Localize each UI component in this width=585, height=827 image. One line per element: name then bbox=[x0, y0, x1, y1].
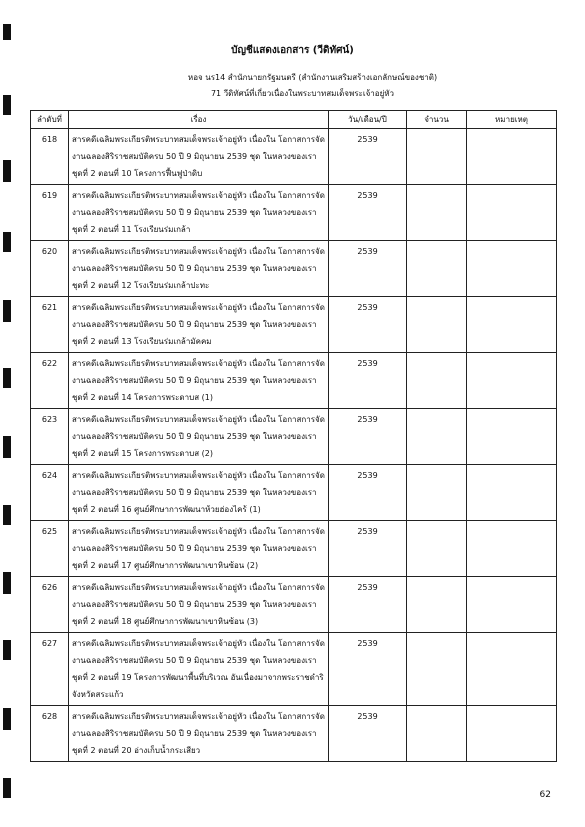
document-title: บัญชีแสดงเอกสาร (วีดิทัศน์) bbox=[231, 45, 354, 56]
table-row bbox=[31, 706, 557, 762]
row-number: 623 bbox=[31, 409, 69, 465]
row-description: สารคดีเฉลิมพระเกียรติพระบาทสมเด็จพระเจ้าอยู่หัว เนื่องใน โอกาสการจัดงานฉลองสิริราชสมบัติครบ 50 ปี 9 มิถุนายน 2539 ชุด ในหลวงของเรา ชุดที่ 2 ตอนที่ 12 โรงเรียนร่มเกล้าปะทะ bbox=[69, 241, 329, 297]
page-number: 62 bbox=[539, 790, 551, 800]
row-quantity bbox=[407, 129, 467, 185]
table-row bbox=[31, 409, 557, 465]
table-row bbox=[31, 633, 557, 706]
row-description: สารคดีเฉลิมพระเกียรติพระบาทสมเด็จพระเจ้าอยู่หัว เนื่องใน โอกาสการจัดงานฉลองสิริราชสมบัติครบ 50 ปี 9 มิถุนายน 2539 ชุด ในหลวงของเรา ชุดที่ 2 ตอนที่ 13 โรงเรียนร่มเกล้ามัคคม bbox=[69, 297, 329, 353]
binder-mark bbox=[3, 300, 11, 322]
column-header-date: วัน/เดือน/ปี bbox=[329, 111, 407, 129]
row-remarks bbox=[467, 706, 557, 762]
row-remarks bbox=[467, 633, 557, 706]
binder-mark bbox=[3, 160, 11, 182]
row-number: 627 bbox=[31, 633, 69, 706]
row-number: 622 bbox=[31, 353, 69, 409]
row-date: 2539 bbox=[329, 129, 407, 185]
row-quantity bbox=[407, 409, 467, 465]
row-description: สารคดีเฉลิมพระเกียรติพระบาทสมเด็จพระเจ้าอยู่หัว เนื่องใน โอกาสการจัดงานฉลองสิริราชสมบัติครบ 50 ปี 9 มิถุนายน 2539 ชุด ในหลวงของเรา ชุดที่ 2 ตอนที่ 16 ศูนย์ศึกษาการพัฒนาห้วยฮ่องไคร้ (1) bbox=[69, 465, 329, 521]
binder-mark bbox=[3, 708, 11, 730]
binder-mark bbox=[3, 572, 11, 594]
binder-mark bbox=[3, 778, 11, 798]
table-row bbox=[31, 353, 557, 409]
inventory-table bbox=[30, 110, 557, 762]
row-quantity bbox=[407, 185, 467, 241]
row-date: 2539 bbox=[329, 241, 407, 297]
row-remarks bbox=[467, 297, 557, 353]
table-row bbox=[31, 241, 557, 297]
row-number: 624 bbox=[31, 465, 69, 521]
binder-mark bbox=[3, 368, 11, 388]
binder-mark bbox=[3, 24, 11, 40]
row-remarks bbox=[467, 577, 557, 633]
series-title: 71 วีดิทัศน์ที่เกี่ยวเนื่องในพระบาทสมเด็จพระเจ้าอยู่หัว bbox=[210, 89, 395, 98]
row-date: 2539 bbox=[329, 409, 407, 465]
row-quantity bbox=[407, 353, 467, 409]
row-remarks bbox=[467, 409, 557, 465]
row-description: สารคดีเฉลิมพระเกียรติพระบาทสมเด็จพระเจ้าอยู่หัว เนื่องใน โอกาสการจัดงานฉลองสิริราชสมบัติครบ 50 ปี 9 มิถุนายน 2539 ชุด ในหลวงของเรา ชุดที่ 2 ตอนที่ 10 โครงการฟื้นฟูป่าดิบ bbox=[69, 129, 329, 185]
row-date: 2539 bbox=[329, 185, 407, 241]
table-row bbox=[31, 185, 557, 241]
row-number: 619 bbox=[31, 185, 69, 241]
row-number: 626 bbox=[31, 577, 69, 633]
row-description: สารคดีเฉลิมพระเกียรติพระบาทสมเด็จพระเจ้าอยู่หัว เนื่องใน โอกาสการจัดงานฉลองสิริราชสมบัติครบ 50 ปี 9 มิถุนายน 2539 ชุด ในหลวงของเรา ชุดที่ 2 ตอนที่ 15 โครงการพระดาบส (2) bbox=[69, 409, 329, 465]
row-quantity bbox=[407, 706, 467, 762]
row-description: สารคดีเฉลิมพระเกียรติพระบาทสมเด็จพระเจ้าอยู่หัว เนื่องใน โอกาสการจัดงานฉลองสิริราชสมบัติครบ 50 ปี 9 มิถุนายน 2539 ชุด ในหลวงของเรา ชุดที่ 2 ตอนที่ 17 ศูนย์ศึกษาการพัฒนาเขาหินซ้อน (2) bbox=[69, 521, 329, 577]
binder-mark bbox=[3, 436, 11, 458]
table-row bbox=[31, 129, 557, 185]
row-number: 620 bbox=[31, 241, 69, 297]
row-quantity bbox=[407, 241, 467, 297]
row-date: 2539 bbox=[329, 706, 407, 762]
row-remarks bbox=[467, 185, 557, 241]
row-description: สารคดีเฉลิมพระเกียรติพระบาทสมเด็จพระเจ้าอยู่หัว เนื่องใน โอกาสการจัดงานฉลองสิริราชสมบัติครบ 50 ปี 9 มิถุนายน 2539 ชุด ในหลวงของเรา ชุดที่ 2 ตอนที่ 19 โครงการพัฒนาพื้นที่บริเวณ อันเนื่องมาจากพระราชดำริ จังหวัดสระแก้ว bbox=[69, 633, 329, 706]
row-description: สารคดีเฉลิมพระเกียรติพระบาทสมเด็จพระเจ้าอยู่หัว เนื่องใน โอกาสการจัดงานฉลองสิริราชสมบัติครบ 50 ปี 9 มิถุนายน 2539 ชุด ในหลวงของเรา ชุดที่ 2 ตอนที่ 18 ศูนย์ศึกษาการพัฒนาเขาหินซ้อน (3) bbox=[69, 577, 329, 633]
row-date: 2539 bbox=[329, 633, 407, 706]
table-row bbox=[31, 577, 557, 633]
row-quantity bbox=[407, 633, 467, 706]
column-header-title: เรื่อง bbox=[69, 111, 329, 129]
column-header-number: ลำดับที่ bbox=[31, 111, 69, 129]
row-date: 2539 bbox=[329, 465, 407, 521]
column-header-remarks: หมายเหตุ bbox=[467, 111, 557, 129]
row-number: 621 bbox=[31, 297, 69, 353]
table-header-row bbox=[31, 111, 557, 129]
binder-mark bbox=[3, 640, 11, 660]
row-quantity bbox=[407, 521, 467, 577]
table-row bbox=[31, 297, 557, 353]
row-description: สารคดีเฉลิมพระเกียรติพระบาทสมเด็จพระเจ้าอยู่หัว เนื่องใน โอกาสการจัดงานฉลองสิริราชสมบัติครบ 50 ปี 9 มิถุนายน 2539 ชุด ในหลวงของเรา ชุดที่ 2 ตอนที่ 20 อ่างเก็บน้ำกระเสียว bbox=[69, 706, 329, 762]
row-description: สารคดีเฉลิมพระเกียรติพระบาทสมเด็จพระเจ้าอยู่หัว เนื่องใน โอกาสการจัดงานฉลองสิริราชสมบัติครบ 50 ปี 9 มิถุนายน 2539 ชุด ในหลวงของเรา ชุดที่ 2 ตอนที่ 14 โครงการพระดาบส (1) bbox=[69, 353, 329, 409]
row-date: 2539 bbox=[329, 353, 407, 409]
binder-mark bbox=[3, 232, 11, 252]
binder-mark bbox=[3, 505, 11, 525]
row-remarks bbox=[467, 129, 557, 185]
table-row bbox=[31, 465, 557, 521]
row-remarks bbox=[467, 353, 557, 409]
row-quantity bbox=[407, 577, 467, 633]
row-number: 618 bbox=[31, 129, 69, 185]
row-date: 2539 bbox=[329, 577, 407, 633]
record-group: หอจ นร14 สำนักนายกรัฐมนตรี (สำนักงานเสริมสร้างเอกลักษณ์ของชาติ) bbox=[187, 73, 438, 82]
row-quantity bbox=[407, 297, 467, 353]
row-remarks bbox=[467, 465, 557, 521]
row-date: 2539 bbox=[329, 521, 407, 577]
table-row bbox=[31, 521, 557, 577]
row-number: 625 bbox=[31, 521, 69, 577]
row-description: สารคดีเฉลิมพระเกียรติพระบาทสมเด็จพระเจ้าอยู่หัว เนื่องใน โอกาสการจัดงานฉลองสิริราชสมบัติครบ 50 ปี 9 มิถุนายน 2539 ชุด ในหลวงของเรา ชุดที่ 2 ตอนที่ 11 โรงเรียนร่มเกล้า bbox=[69, 185, 329, 241]
row-quantity bbox=[407, 465, 467, 521]
row-date: 2539 bbox=[329, 297, 407, 353]
row-number: 628 bbox=[31, 706, 69, 762]
column-header-quantity: จำนวน bbox=[407, 111, 467, 129]
row-remarks bbox=[467, 241, 557, 297]
row-remarks bbox=[467, 521, 557, 577]
